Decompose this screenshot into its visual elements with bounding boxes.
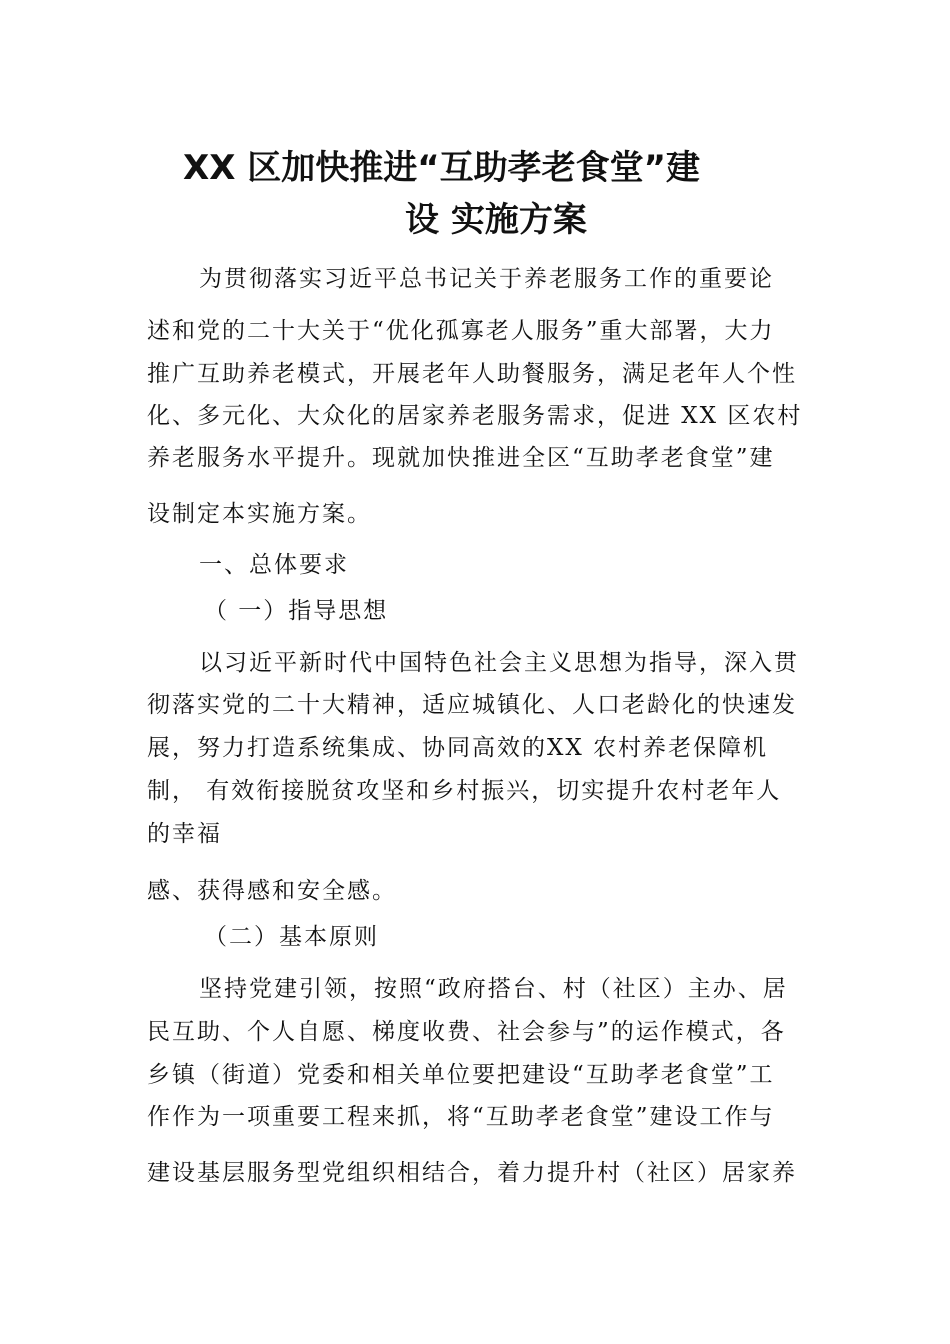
- section-heading: 一、总体要求: [199, 552, 349, 578]
- body-line: 为贯彻落实习近平总书记关于养老服务工作的重要论: [199, 266, 774, 292]
- body-line: 以习近平新时代中国特色社会主义思想为指导，深入贯: [199, 650, 799, 676]
- body-line: 推广互助养老模式，开展老年人助餐服务，满足老年人个性: [147, 361, 797, 387]
- body-line: 建设基层服务型党组织相结合，着力提升村（社区）居家养: [147, 1160, 797, 1186]
- document-title-line-1: XX 区加快推进“互助孝老食堂”建: [183, 148, 700, 188]
- body-line: 民互助、个人自愿、梯度收费、社会参与”的运作模式，各: [147, 1019, 786, 1045]
- body-line: 彻落实党的二十大精神，适应城镇化、人口老龄化的快速发: [147, 692, 797, 718]
- subsection-heading: （二）基本原则: [204, 924, 379, 950]
- subsection-heading: （ 一）指导思想: [204, 598, 389, 624]
- body-line: 的幸福: [147, 821, 222, 847]
- body-line: 述和党的二十大关于“优化孤寡老人服务”重大部署，大力: [147, 318, 775, 344]
- body-line: 作作为一项重要工程来抓，将“互助孝老食堂”建设工作与: [147, 1104, 775, 1130]
- body-line: 乡镇（街道）党委和相关单位要把建设“互助孝老食堂”工: [147, 1062, 775, 1088]
- document-title-line-2: 设 实施方案: [405, 200, 587, 240]
- body-line: 坚持党建引领，按照“政府搭台、村（社区）主办、居: [199, 976, 788, 1002]
- body-line: 设制定本实施方案。: [147, 501, 372, 527]
- body-line: 化、多元化、大众化的居家养老服务需求，促进 XX 区农村: [147, 403, 803, 429]
- body-line: 展，努力打造系统集成、协同高效的XX 农村养老保障机: [147, 735, 769, 761]
- body-line: 制， 有效衔接脱贫攻坚和乡村振兴，切实提升农村老年人: [147, 778, 782, 804]
- body-line: 感、获得感和安全感。: [147, 878, 397, 904]
- body-line: 养老服务水平提升。现就加快推进全区“互助孝老食堂”建: [147, 445, 775, 471]
